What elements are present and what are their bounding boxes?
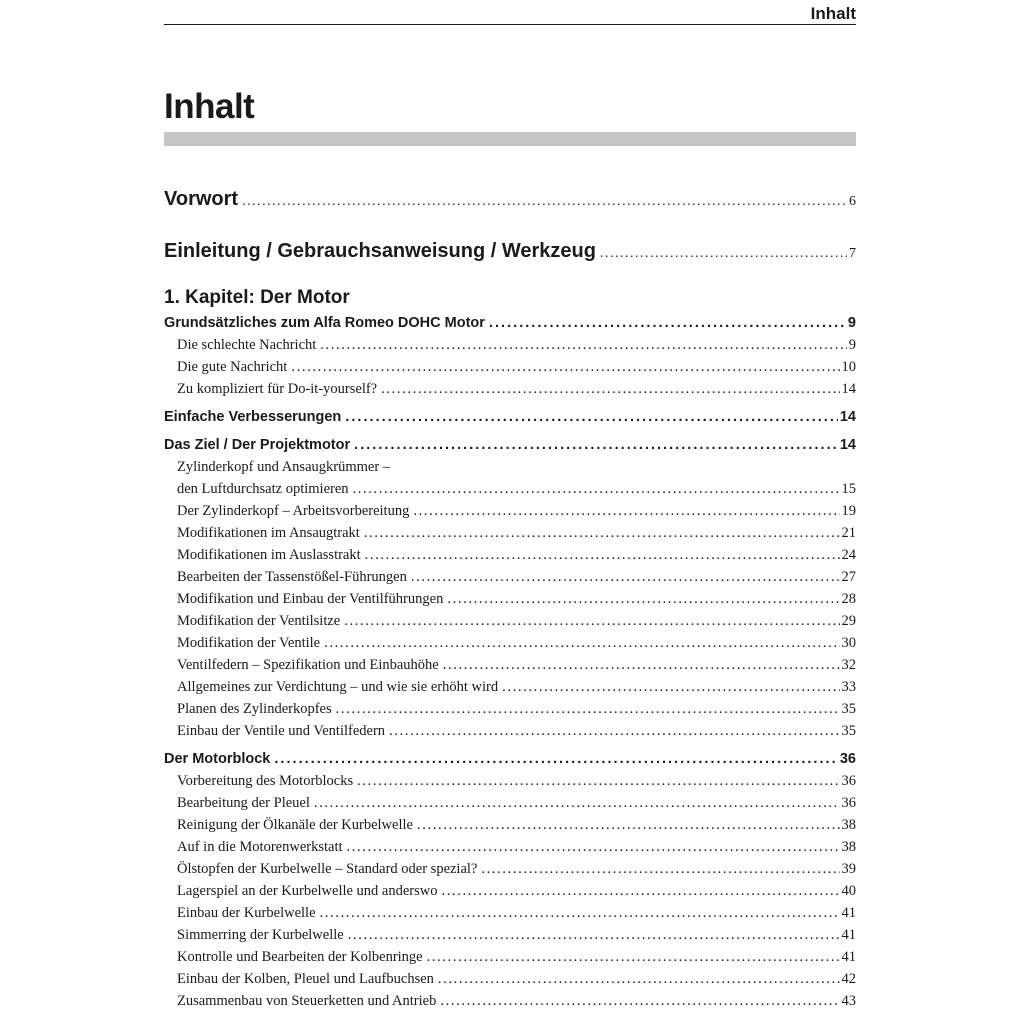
dot-leader: [440, 990, 839, 1012]
toc-entry-page: 7: [849, 246, 856, 261]
toc-entry-label: Modifikation der Ventilsitze: [177, 613, 341, 629]
table-of-contents: [164, 180, 856, 1012]
dot-leader: [320, 334, 846, 356]
dot-leader: [314, 792, 840, 814]
toc-entry[interactable]: [164, 588, 856, 610]
toc-entry-label: Lagerspiel an der Kurbelwelle und anderswo: [177, 883, 438, 899]
dot-leader: [320, 902, 840, 924]
toc-entry[interactable]: [164, 500, 856, 522]
toc-entry[interactable]: [164, 334, 856, 356]
toc-section[interactable]: [164, 406, 856, 428]
dot-leader: [324, 632, 839, 654]
toc-section-label: Einfache Verbesserungen: [164, 409, 342, 425]
toc-entry-page: 33: [841, 679, 856, 695]
dot-leader: [353, 478, 840, 500]
toc-entry[interactable]: [164, 544, 856, 566]
toc-entry-label: den Luftdurchsatz optimieren: [177, 481, 349, 497]
dot-leader: [427, 946, 840, 968]
dot-leader: [447, 588, 839, 610]
toc-entry-label: Zusammenbau von Steuerketten und Antrieb: [177, 993, 437, 1009]
toc-entry[interactable]: [164, 968, 856, 990]
toc-entry[interactable]: [164, 610, 856, 632]
toc-entry-label: Der Zylinderkopf – Arbeitsvorbereitung: [177, 503, 410, 519]
toc-entry-label: Auf in die Motorenwerkstatt: [177, 839, 343, 855]
toc-entry-page: 21: [841, 525, 856, 541]
toc-entry-page: 39: [841, 861, 856, 877]
toc-entry-label: Vorwort: [164, 188, 239, 210]
toc-entry-page: 10: [841, 359, 856, 375]
toc-entry[interactable]: [164, 522, 856, 544]
toc-entry-label: Bearbeiten der Tassenstößel-Führungen: [177, 569, 407, 585]
toc-entry-vorwort[interactable]: [164, 180, 856, 218]
toc-entry-page: 41: [841, 949, 856, 965]
toc-entry-label: Einbau der Ventile und Ventilfedern: [177, 723, 386, 739]
dot-leader: [417, 814, 840, 836]
toc-entry-label: Bearbeitung der Pleuel: [177, 795, 310, 811]
dot-leader: [364, 522, 840, 544]
toc-entry[interactable]: [164, 836, 856, 858]
toc-entry[interactable]: [164, 654, 856, 676]
toc-entry-label: Einbau der Kolben, Pleuel und Laufbuchsen: [177, 971, 434, 987]
toc-entry-label: Zu kompliziert für Do-it-yourself?: [177, 381, 378, 397]
toc-entry-label: Ölstopfen der Kurbelwelle – Standard oder spezial?: [177, 861, 478, 877]
toc-entry[interactable]: [164, 858, 856, 880]
dot-leader: [442, 880, 840, 902]
toc-entry-label: Vorbereitung des Motorblocks: [177, 773, 354, 789]
dot-leader: [438, 968, 840, 990]
dot-leader: [489, 312, 846, 334]
dot-leader: [336, 698, 840, 720]
toc-entry-label: Einleitung / Gebrauchsanweisung / Werkzeug: [164, 240, 596, 262]
toc-entry[interactable]: [164, 770, 856, 792]
toc-section-label: Das Ziel / Der Projektmotor: [164, 437, 351, 453]
toc-entry-label: Modifikationen im Auslasstrakt: [177, 547, 361, 563]
toc-entry-page: 38: [841, 839, 856, 855]
toc-entry-label: Zylinderkopf und Ansaugkrümmer –: [177, 459, 391, 475]
dot-leader: [274, 748, 838, 770]
toc-entry-page: 24: [841, 547, 856, 563]
chapter-title: 1. Kapitel: Der Motor: [164, 287, 350, 308]
toc-section-label: Der Motorblock: [164, 751, 271, 767]
page-header: [164, 0, 856, 25]
toc-entry-label: Modifikation der Ventile: [177, 635, 321, 651]
dot-leader: [357, 770, 839, 792]
dot-leader: [291, 356, 839, 378]
dot-leader: [347, 836, 840, 858]
dot-leader: [348, 924, 840, 946]
toc-entry-page: 41: [841, 905, 856, 921]
title-rule: [164, 132, 856, 146]
toc-entry-page: 28: [841, 591, 856, 607]
toc-entry-label: Simmerring der Kurbelwelle: [177, 927, 344, 943]
dot-leader: [345, 406, 838, 428]
dot-leader: [502, 676, 839, 698]
dot-leader: [344, 610, 839, 632]
dot-leader: [600, 235, 847, 270]
toc-entry[interactable]: [164, 632, 856, 654]
toc-section[interactable]: [164, 434, 856, 456]
toc-entry[interactable]: [164, 946, 856, 968]
toc-entry-label: Planen des Zylinderkopfes: [177, 701, 332, 717]
dot-leader: [411, 566, 840, 588]
toc-entry-label: Die schlechte Nachricht: [177, 337, 317, 353]
toc-entry[interactable]: [164, 924, 856, 946]
toc-entry[interactable]: [164, 814, 856, 836]
dot-leader: [389, 720, 839, 742]
toc-entry-page: 9: [848, 337, 856, 353]
toc-entry[interactable]: [164, 792, 856, 814]
toc-entry-page: 36: [841, 773, 856, 789]
toc-entry-page: 42: [841, 971, 856, 987]
toc-section-page: 36: [839, 751, 856, 767]
toc-entry-label: Allgemeines zur Verdichtung – und wie sie erhöht wird: [177, 679, 499, 695]
toc-entry[interactable]: [164, 566, 856, 588]
dot-leader: [443, 654, 840, 676]
toc-entry-page: 38: [841, 817, 856, 833]
toc-entry-page: 36: [841, 795, 856, 811]
toc-entry-einleitung[interactable]: [164, 232, 856, 270]
toc-entry-label: Reinigung der Ölkanäle der Kurbelwelle: [177, 817, 413, 833]
toc-section-page: 14: [839, 437, 856, 453]
toc-entry-label: Modifikation und Einbau der Ventilführungen: [177, 591, 444, 607]
toc-entry-page: 40: [841, 883, 856, 899]
toc-entry[interactable]: [164, 880, 856, 902]
toc-entry[interactable]: [164, 456, 856, 478]
page-title: Inhalt: [164, 87, 255, 126]
toc-entry[interactable]: [164, 478, 856, 500]
toc-section-page: 14: [839, 409, 856, 425]
toc-entry-page: 32: [841, 657, 856, 673]
chapter-sections: [164, 312, 856, 1012]
toc-entry-label: Die gute Nachricht: [177, 359, 288, 375]
toc-entry[interactable]: [164, 378, 856, 400]
toc-entry[interactable]: [164, 698, 856, 720]
dot-leader: [381, 378, 839, 400]
toc-entry-page: 29: [841, 613, 856, 629]
toc-entry[interactable]: [164, 720, 856, 742]
toc-entry-page: 6: [849, 194, 856, 209]
toc-entry-page: 14: [841, 381, 856, 397]
toc-entry-page: 15: [841, 481, 856, 497]
dot-leader: [365, 544, 840, 566]
dot-leader: [354, 434, 838, 456]
toc-entry-page: 27: [841, 569, 856, 585]
toc-entry-label: Ventilfedern – Spezifikation und Einbauhöhe: [177, 657, 439, 673]
toc-entry[interactable]: [164, 676, 856, 698]
toc-entry-page: 19: [841, 503, 856, 519]
toc-entry[interactable]: [164, 902, 856, 924]
toc-section[interactable]: [164, 748, 856, 770]
toc-section-page: 9: [847, 315, 856, 331]
toc-entry-page: 35: [841, 723, 856, 739]
toc-entry-page: 41: [841, 927, 856, 943]
toc-entry-page: 43: [841, 993, 856, 1009]
dot-leader: [481, 858, 839, 880]
toc-entry[interactable]: [164, 356, 856, 378]
toc-entry[interactable]: [164, 990, 856, 1012]
toc-entry-label: Modifikationen im Ansaugtrakt: [177, 525, 360, 541]
toc-entry-label: Einbau der Kurbelwelle: [177, 905, 316, 921]
toc-entry-label: Kontrolle und Bearbeiten der Kolbenringe: [177, 949, 423, 965]
toc-section[interactable]: [164, 312, 856, 334]
toc-section-label: Grundsätzliches zum Alfa Romeo DOHC Motor: [164, 315, 485, 331]
toc-entry-page: 35: [841, 701, 856, 717]
running-head: Inhalt: [810, 4, 856, 23]
dot-leader: [413, 500, 839, 522]
toc-entry-page: 30: [841, 635, 856, 651]
dot-leader: [242, 183, 847, 218]
